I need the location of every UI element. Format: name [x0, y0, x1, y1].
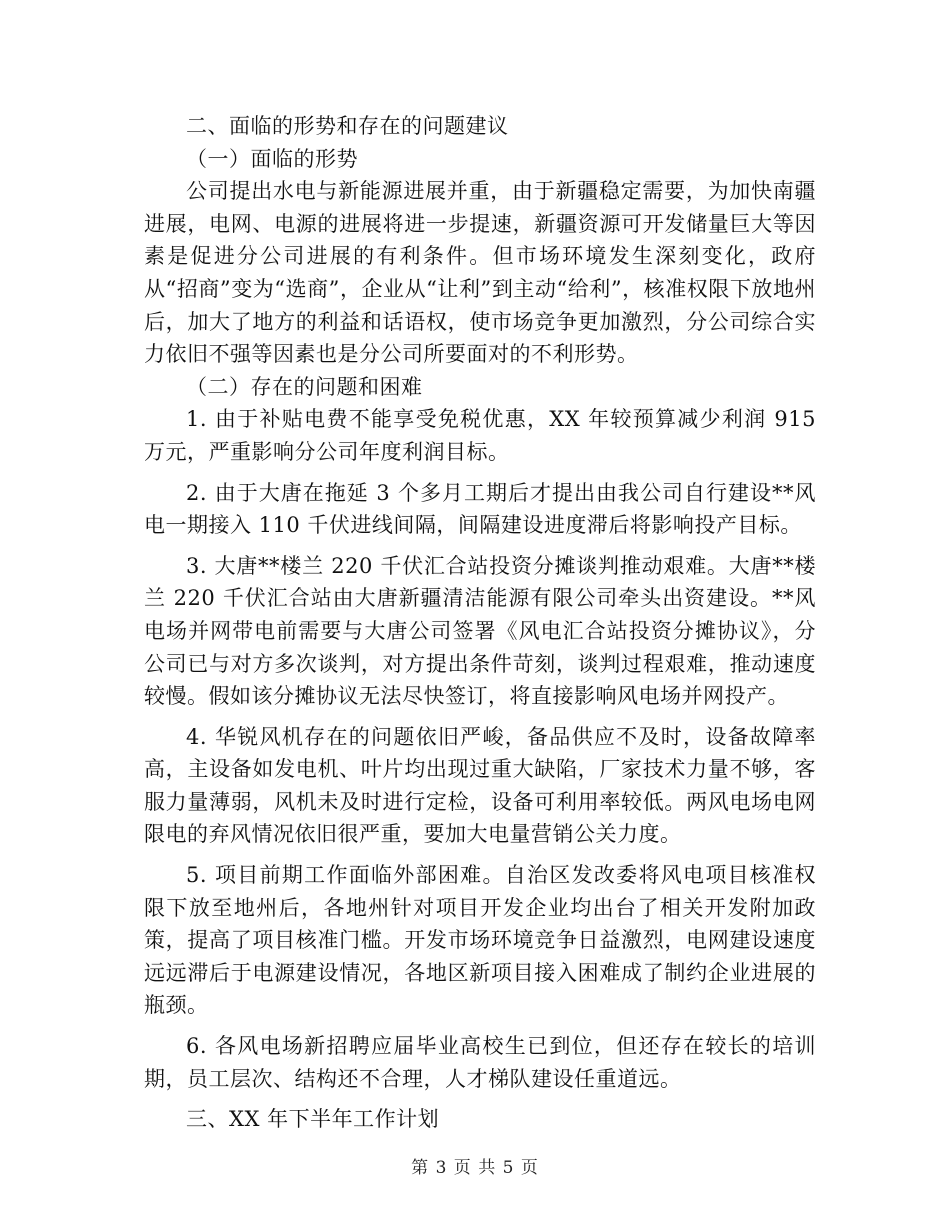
list-item: 2. 由于大唐在拖延 3 个多月工期后才提出由我公司自行建设**风电一期接入 110 千伏进线间隔，间隔建设进度滞后将影响投产目标。: [144, 480, 816, 538]
list-item: 3. 大唐**楼兰 220 千伏汇合站投资分摊谈判推动艰难。大唐**楼兰 220 千伏汇合站由大唐新疆清洁能源有限公司牵头出资建设。**风电场并网带电前需要与大唐公司签署《风电汇合站投资分摊协议》，分公司已与对方多次谈判，对方提出条件苛刻，谈判过程艰难，推动速度较慢。假如该分摊协议无法尽快签订，将直接影响风电场并网投产。: [144, 553, 816, 709]
subsection-heading: （一）面临的形势: [186, 146, 358, 171]
list-item: 1. 由于补贴电费不能享受免税优惠，XX 年较预算减少利润 915 万元，严重影响分公司年度利润目标。: [144, 407, 816, 464]
subsection-heading: （二）存在的问题和困难: [186, 374, 423, 399]
section-heading: 二、面临的形势和存在的问题建议: [186, 114, 509, 138]
page-number-footer: 第 3 页 共 5 页: [411, 1158, 539, 1178]
list-item: 5. 项目前期工作面临外部困难。自治区发改委将风电项目核准权限下放至地州后，各地州针对项目开发企业均出台了相关开发附加政策，提高了项目核准门槛。开发市场环境竞争日益激烈，电网建设速度远远滞后于电源建设情况，各地区新项目接入困难成了制约企业进展的瓶颈。: [144, 863, 816, 1018]
document-body: [144, 110, 816, 1136]
list-item: 4. 华锐风机存在的问题依旧严峻，备品供应不及时，设备故障率高，主设备如发电机、叶片均出现过重大缺陷，厂家技术力量不够，客服力量薄弱，风机未及时进行定检，设备可利用率较低。两风电场电网限电的弃风情况依旧很严重，要加大电量营销公关力度。: [144, 724, 816, 847]
list-item: 6. 各风电场新招聘应届毕业高校生已到位，但还存在较长的培训期，员工层次、结构还不合理，人才梯队建设任重道远。: [144, 1034, 816, 1091]
body-paragraph: 公司提出水电与新能源进展并重，由于新疆稳定需要，为加快南疆进展，电网、电源的进展将进一步提速，新疆资源可开发储量巨大等因素是促进分公司进展的有利条件。但市场环境发生深刻变化，政府从“招商”变为“选商”，企业从“让利”到主动“给利”，核准权限下放地州后，加大了地方的利益和话语权，使市场竞争更加激烈，分公司综合实力依旧不强等因素也是分公司所要面对的不利形势。: [144, 179, 816, 367]
section-heading: 三、XX 年下半年工作计划: [186, 1107, 440, 1132]
